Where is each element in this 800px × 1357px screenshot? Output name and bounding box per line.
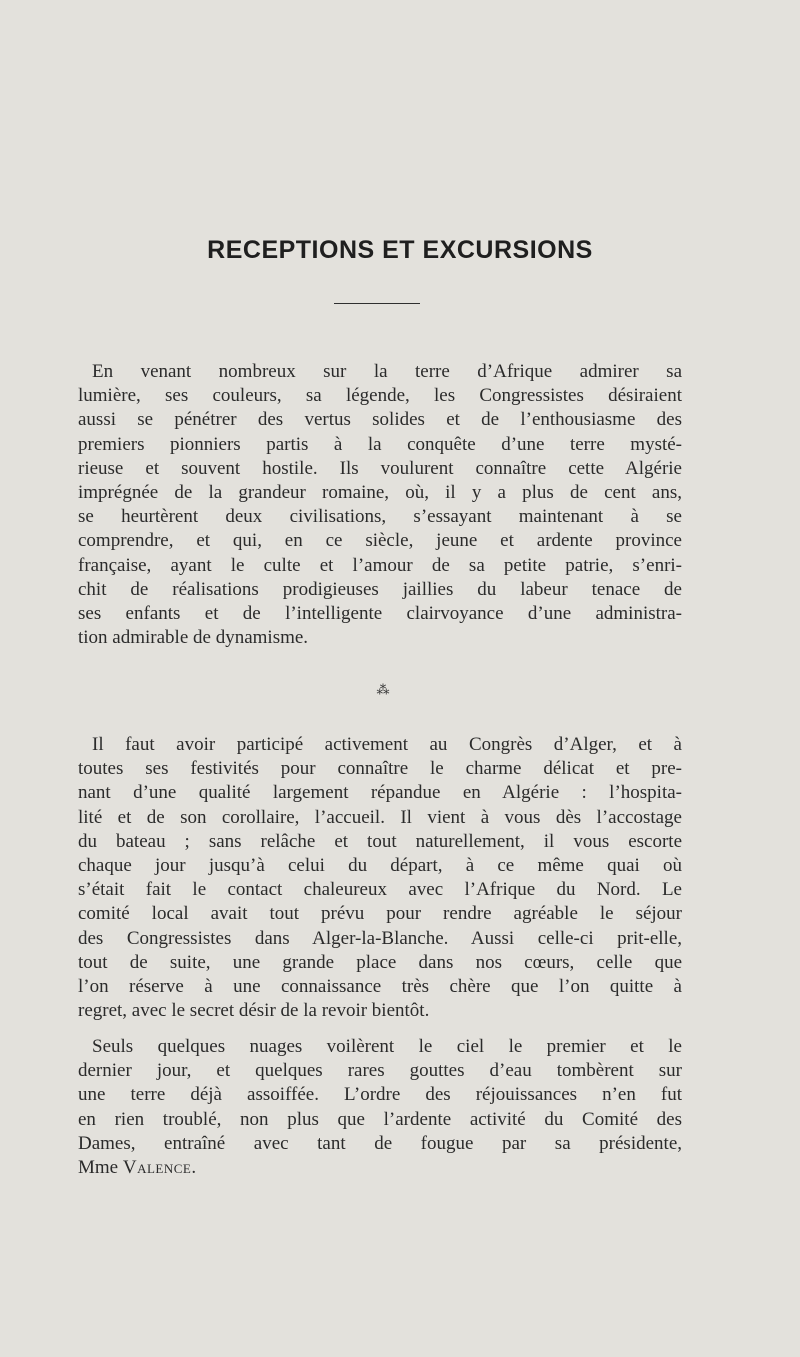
- text-line: des Congressistes dans Alger-la-Blanche. Aussi celle-ci prit-elle,: [78, 927, 682, 949]
- text-line: Seuls quelques nuages voilèrent le ciel le premier et le: [92, 1036, 682, 1057]
- text-line: dernier jour, et quelques rares gouttes d’eau tombèrent sur: [78, 1060, 682, 1082]
- text-line: nant d’une qualité largement répandue en Algérie : l’hospita-: [78, 782, 682, 804]
- title-underline: [334, 303, 420, 304]
- text-line: imprégnée de la grandeur romaine, où, il y a plus de cent ans,: [78, 482, 682, 504]
- paragraph-3: [78, 1035, 682, 1180]
- text-line: premiers pionniers partis à la conquête d’une terre mysté-: [78, 433, 682, 455]
- text-line: tion admirable de dynamisme.: [78, 627, 309, 649]
- text-line: lumière, ses couleurs, sa légende, les Congressistes désiraient: [78, 385, 682, 407]
- text-line-final: [78, 1156, 682, 1180]
- text-line: toutes ses festivités pour connaître le charme délicat et pre-: [78, 758, 682, 780]
- text-line: rieuse et souvent hostile. Ils voulurent connaître cette Algérie: [78, 457, 682, 479]
- asterism-glyph: ⁂: [376, 682, 390, 697]
- text-line: comprendre, et qui, en ce siècle, jeune et ardente province: [78, 530, 682, 552]
- text-line: lité et de son corollaire, l’accueil. Il vient à vous dès l’accostage: [78, 806, 682, 828]
- page-title: RECEPTIONS ET EXCURSIONS: [207, 236, 593, 264]
- text-line: se heurtèrent deux civilisations, s’essayant maintenant à se: [78, 506, 682, 528]
- text-line: regret, avec le secret désir de la revoir bientôt.: [78, 1000, 430, 1022]
- text-line: une terre déjà assoiffée. L’ordre des réjouissances n’en fut: [78, 1084, 682, 1106]
- text-line: aussi se pénétrer des vertus solides et de l’enthousiasme des: [78, 409, 682, 431]
- text-line: française, ayant le culte et l’amour de sa petite patrie, s’enri-: [78, 554, 682, 576]
- text-line: Dames, entraîné avec tant de fougue par sa présidente,: [78, 1132, 682, 1154]
- section-separator: [368, 684, 398, 695]
- paragraph-2: [78, 733, 682, 1023]
- text-line: tout de suite, une grande place dans nos cœurs, celle que: [78, 951, 682, 973]
- text-line: chaque jour jusqu’à celui du départ, à ce même quai où: [78, 855, 682, 877]
- text-line: En venant nombreux sur la terre d’Afrique admirer sa: [92, 361, 682, 382]
- title-prefix: Mme: [78, 1157, 123, 1179]
- person-name: Valence.: [122, 1157, 197, 1179]
- text-line: ses enfants et de l’intelligente clairvoyance d’une administra-: [78, 603, 682, 625]
- text-line: s’était fait le contact chaleureux avec l’Afrique du Nord. Le: [78, 879, 682, 901]
- text-line: en rien troublé, non plus que l’ardente activité du Comité des: [78, 1108, 682, 1130]
- text-line: comité local avait tout prévu pour rendre agréable le séjour: [78, 903, 682, 925]
- paragraph-1: [78, 360, 682, 650]
- text-line: l’on réserve à une connaissance très chère que l’on quitte à: [78, 976, 682, 998]
- text-line: du bateau ; sans relâche et tout naturellement, il vous escorte: [78, 830, 682, 852]
- text-line: chit de réalisations prodigieuses jaillies du labeur tenace de: [78, 578, 682, 600]
- text-line: Il faut avoir participé activement au Congrès d’Alger, et à: [92, 734, 682, 755]
